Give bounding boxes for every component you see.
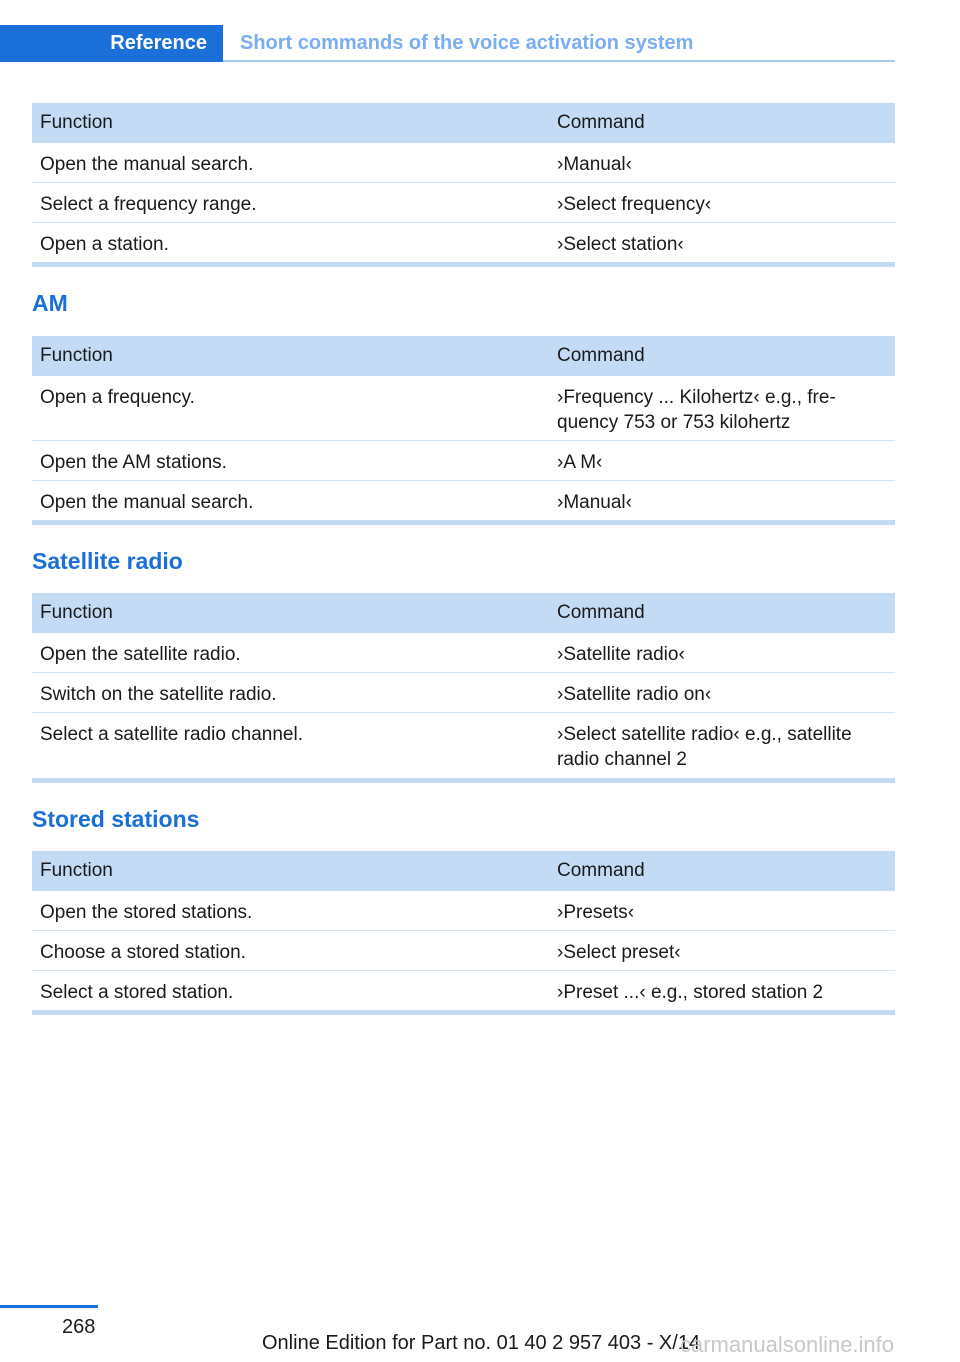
command-cell: ›Manual‹: [557, 154, 632, 175]
command-line-1: ›Frequency ... Kilohertz‹ e.g., fre‐: [557, 387, 836, 408]
satellite-radio-heading: Satellite radio: [32, 548, 183, 574]
function-cell: Open the manual search.: [40, 154, 254, 175]
function-cell: Open the manual search.: [40, 492, 254, 513]
function-cell: Select a stored station.: [40, 982, 234, 1003]
function-cell: Select a frequency range.: [40, 194, 257, 215]
command-cell: ›Satellite radio‹: [557, 644, 685, 665]
table-row: [32, 713, 895, 778]
function-cell: Open a frequency.: [40, 387, 195, 408]
table-row: [32, 441, 895, 481]
table-row: [32, 633, 895, 673]
table-header-row: [32, 593, 895, 633]
table-end-bar: [32, 778, 895, 783]
table-row: [32, 223, 895, 262]
function-cell: Select a satellite radio channel.: [40, 724, 303, 745]
col-header-function: Function: [40, 345, 113, 366]
header-rule: [223, 60, 895, 62]
chapter-tab[interactable]: Reference: [0, 25, 223, 62]
col-header-command: Command: [557, 602, 645, 623]
watermark: carmanualsonline.info: [680, 1332, 895, 1357]
footer-rule: [0, 1305, 98, 1308]
table-header-row: [32, 336, 895, 376]
command-cell: ›Select frequency‹: [557, 194, 712, 215]
function-cell: Open the stored stations.: [40, 902, 253, 923]
command-cell: ›A M‹: [557, 452, 603, 473]
function-cell: Open the AM stations.: [40, 452, 227, 473]
col-header-function: Function: [40, 860, 113, 881]
table-end-bar: [32, 520, 895, 525]
function-cell: Choose a stored station.: [40, 942, 246, 963]
am-heading: AM: [32, 290, 68, 316]
page-header: [0, 25, 895, 62]
function-cell: Open a station.: [40, 234, 169, 255]
command-cell: ›Select preset‹: [557, 942, 681, 963]
satellite-commands-table: [32, 593, 895, 783]
table-row: [32, 971, 895, 1010]
table-header-row: [32, 103, 895, 143]
table-row: [32, 143, 895, 183]
table-end-bar: [32, 1010, 895, 1015]
table-row: [32, 481, 895, 520]
table-row: [32, 891, 895, 931]
col-header-command: Command: [557, 112, 645, 133]
command-cell: ›Presets‹: [557, 902, 635, 923]
command-line-2: radio channel 2: [557, 749, 687, 770]
command-cell: ›Manual‹: [557, 492, 632, 513]
table-row: [32, 673, 895, 713]
col-header-command: Command: [557, 860, 645, 881]
command-cell: ›Preset ...‹ e.g., stored station 2: [557, 982, 824, 1003]
fm-commands-table: [32, 103, 895, 267]
edition-note: Online Edition for Part no. 01 40 2 957 403 - X/14: [262, 1332, 701, 1354]
table-row: [32, 931, 895, 971]
section-title[interactable]: Short commands of the voice activation system: [240, 32, 694, 54]
table-end-bar: [32, 262, 895, 267]
command-line-2: quency 753 or 753 kilohertz: [557, 412, 791, 433]
col-header-function: Function: [40, 112, 113, 133]
command-cell: ›Satellite radio on‹: [557, 684, 712, 705]
function-cell: Open the satellite radio.: [40, 644, 241, 665]
table-header-row: [32, 851, 895, 891]
stored-stations-heading: Stored stations: [32, 806, 200, 832]
col-header-function: Function: [40, 602, 113, 623]
function-cell: Switch on the satellite radio.: [40, 684, 277, 705]
stored-stations-table: [32, 851, 895, 1015]
command-cell: [557, 376, 887, 435]
am-commands-table: [32, 336, 895, 525]
col-header-command: Command: [557, 345, 645, 366]
table-row: [32, 183, 895, 223]
command-cell: [557, 713, 887, 772]
page-number: 268: [62, 1316, 96, 1338]
command-line-1: ›Select satellite radio‹ e.g., satellite: [557, 724, 852, 745]
table-row: [32, 376, 895, 441]
command-cell: ›Select station‹: [557, 234, 684, 255]
